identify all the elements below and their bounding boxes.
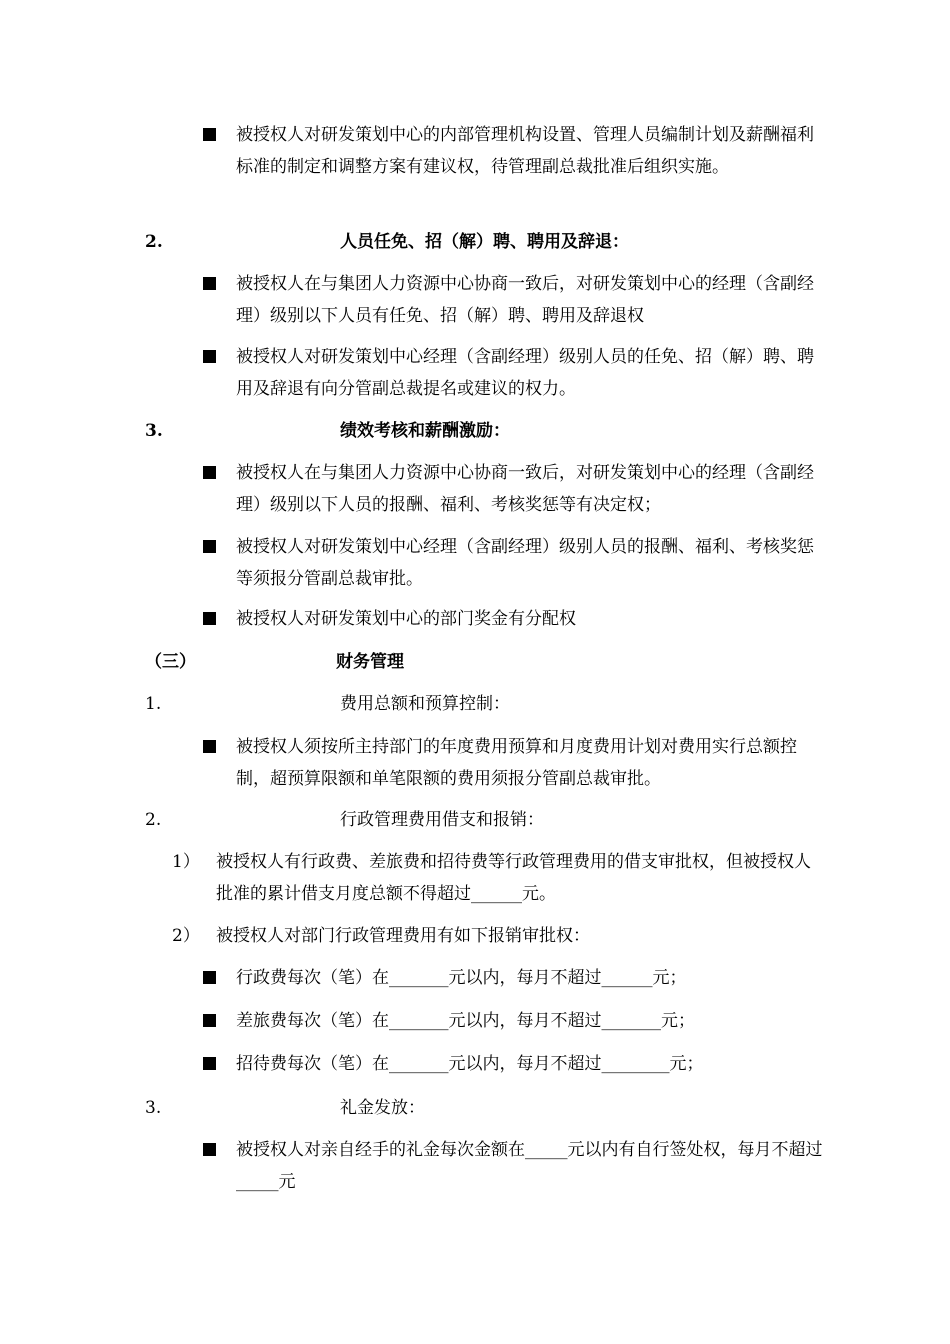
heading-number: 1. <box>145 694 162 714</box>
bullet-text: 被授权人对研发策划中心的部门奖金有分配权 <box>236 609 576 629</box>
bullet-marker <box>203 540 216 553</box>
section-title: 财务管理 <box>336 652 404 672</box>
bullet-marker <box>203 971 216 984</box>
bullet-marker <box>203 740 216 753</box>
list-text: 被授权人有行政费、差旅费和招待费等行政管理费用的借支审批权，但被授权人批准的累计借支月度总额不得超过______元。 <box>216 852 811 904</box>
bullet-marker <box>203 1143 216 1156</box>
heading-text: 费用总额和预算控制： <box>340 694 510 714</box>
bullet-marker <box>203 277 216 290</box>
bullet-text: 被授权人须按所主持部门的年度费用预算和月度费用计划对费用实行总额控制，超预算限额和单笔限额的费用须报分管副总裁审批。 <box>236 737 797 789</box>
bullet-text: 差旅费每次（笔）在_______元以内，每月不超过_______元； <box>236 1011 695 1031</box>
bullet-text: 被授权人对亲自经手的礼金每次金额在_____元以内有自行签处权，每月不超过_____元 <box>236 1140 823 1192</box>
bullet-text: 被授权人对研发策划中心经理（含副经理）级别人员的任免、招（解）聘、聘用及辞退有向分管副总裁提名或建议的权力。 <box>236 347 814 399</box>
heading-number: 3. <box>145 1098 162 1118</box>
bullet-text: 被授权人在与集团人力资源中心协商一致后，对研发策划中心的经理（含副经理）级别以下人员有任免、招（解）聘、聘用及辞退权 <box>236 274 814 326</box>
section-number: （三） <box>145 652 196 672</box>
heading-text: 人员任免、招（解）聘、聘用及辞退： <box>340 232 629 252</box>
bullet-marker <box>203 1014 216 1027</box>
heading-number: 2. <box>145 232 163 252</box>
bullet-marker <box>203 128 216 141</box>
bullet-marker <box>203 1057 216 1070</box>
bullet-marker <box>203 466 216 479</box>
heading-text: 行政管理费用借支和报销： <box>340 810 544 830</box>
bullet-text: 被授权人在与集团人力资源中心协商一致后，对研发策划中心的经理（含副经理）级别以下人员的报酬、福利、考核奖惩等有决定权； <box>236 463 814 515</box>
bullet-marker <box>203 350 216 363</box>
bullet-text: 招待费每次（笔）在_______元以内，每月不超过________元； <box>236 1054 704 1074</box>
heading-text: 绩效考核和薪酬激励： <box>340 421 510 441</box>
bullet-text: 被授权人对研发策划中心经理（含副经理）级别人员的报酬、福利、考核奖惩等须报分管副总裁审批。 <box>236 537 814 589</box>
heading-text: 礼金发放： <box>340 1098 425 1118</box>
bullet-text: 被授权人对研发策划中心的内部管理机构设置、管理人员编制计划及薪酬福利标准的制定和调整方案有建议权，待管理副总裁批准后组织实施。 <box>236 125 814 177</box>
list-text: 被授权人对部门行政管理费用有如下报销审批权： <box>216 926 590 946</box>
list-number: 2） <box>172 926 200 946</box>
bullet-text: 行政费每次（笔）在_______元以内，每月不超过______元； <box>236 968 687 988</box>
heading-number: 2. <box>145 810 162 830</box>
heading-number: 3. <box>145 421 163 441</box>
bullet-marker <box>203 612 216 625</box>
list-number: 1） <box>172 852 200 872</box>
